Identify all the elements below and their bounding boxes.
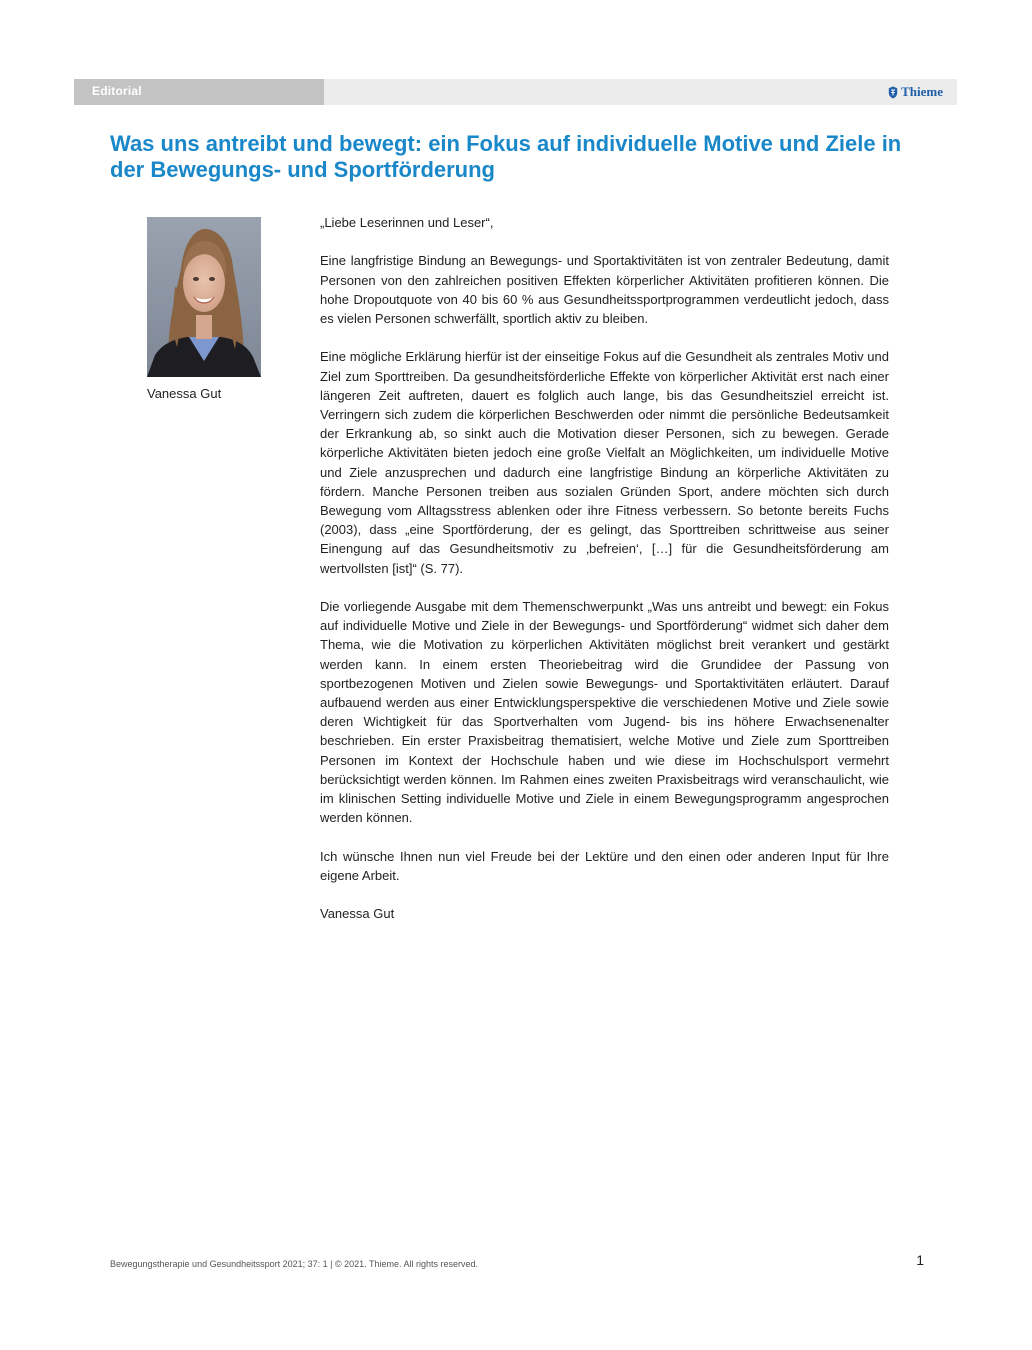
brand-label: Thieme — [901, 84, 943, 99]
photo-caption: Vanessa Gut — [147, 386, 222, 401]
article-body — [320, 213, 889, 943]
closing-paragraph: Ich wünsche Ihnen nun viel Freude bei der Lektüre und den einen oder anderen Input für Ihre eigene Arbeit. — [320, 848, 889, 883]
body-paragraph: Eine mögliche Erklärung hierfür ist der einseitige Fokus auf die Gesundheit als zentrales Motiv und Ziel zum Sporttreiben. Da gesundheitsförderliche Effekte von körperlicher Aktivität erst nach einer längeren Zeit auftreten, dauert es folglich auch lange, bis das Gesundheitsziel erreicht ist. Verringern sich zudem die körperlichen Beschwerden oder nimmt die persönliche Bedeutsamkeit der Erkrankung ab, so sinkt auch die Motivation dieser Personen, sich zu bewegen. Gerade körperliche Aktivitäten bieten jedoch eine große Vielfalt an Möglichkeiten, um individuelle Motive und Ziele anzusprechen und dadurch eine langfristige Bindung an körperliche Aktivitäten zu fördern. Manche Personen treiben aus sozialen Gründen Sport, andere möchten sich durch Bewegung vom Alltagsstress ablenken oder ihre Fitness verbessern. So betonte bereits Fuchs (2003), dass „eine Sportförderung, der es gelingt, das Sporttreiben schrittweise aus seiner Einengung auf das Gesundheitsmotiv zu ‚befreien‘, […] für die Gesundheitsförderung am wertvollsten [ist]“ (S. 77). — [320, 349, 889, 576]
author-photo — [147, 217, 261, 377]
signature: Vanessa Gut — [320, 906, 395, 922]
portrait-image — [147, 217, 261, 377]
salutation: „Liebe Leserinnen und Leser“, — [320, 215, 494, 230]
brand-logo — [888, 83, 943, 101]
section-label: Editorial — [92, 84, 142, 98]
page-number: 1 — [916, 1252, 924, 1268]
body-paragraph: Die vorliegende Ausgabe mit dem Themenschwerpunkt „Was uns antreibt und bewegt: ein Fokus auf individuelle Motive und Ziele in der Bewegungs- und Sportförderung“ widmet sich daher dem Thema, wie die Motivation zu körperlichen Aktivitäten möglichst breit verankert und gestärkt werden kann. In einem ersten Theoriebeitrag wird die Grundidee der Passung von sportbezogenen Motiven und Zielen sowie Bewegungs- und Sportaktivitäten erläutert. Darauf aufbauend werden aus einer Entwicklungsperspektive die verschiedenen Motive und Ziele sowie deren Wichtigkeit für das Sportverhalten vom Jugend- bis ins höhere Erwachsenenalter beschrieben. Ein erster Praxisbeitrag thematisiert, welche Motive und Ziele zum Sporttreiben Personen im Kontext der Hochschule haben und wie diese im Hochschulsport vermehrt berücksichtigt werden können. Im Rahmen eines zweiten Praxisbeitrags wird veranschaulicht, wie im klinischen Setting individuelle Motive und Ziele in einem Bewegungsprogramm angesprochen werden können. — [320, 599, 889, 826]
thieme-logo-icon — [888, 86, 898, 99]
journal-header-bar — [74, 79, 957, 105]
footer-citation: Bewegungstherapie und Gesundheitssport 2021; 37: 1 | © 2021. Thieme. All rights reserved. — [110, 1259, 479, 1269]
section-tab — [74, 79, 324, 105]
body-paragraph: Eine langfristige Bindung an Bewegungs- und Sportaktivitäten ist von zentraler Bedeutung, damit Personen von den zahlreichen positiven Effekten körperlicher Aktivitäten profitieren können. Die hohe Dropoutquote von 40 bis 60 % aus Gesundheitssportprogrammen verdeutlicht jedoch, dass es vielen Personen schwerfällt, sportlich aktiv zu bleiben. — [320, 253, 889, 326]
article-title: Was uns antreibt und bewegt: ein Fokus auf individuelle Motive und Ziele in der Bewegungs- und Sportförderung — [110, 131, 902, 182]
